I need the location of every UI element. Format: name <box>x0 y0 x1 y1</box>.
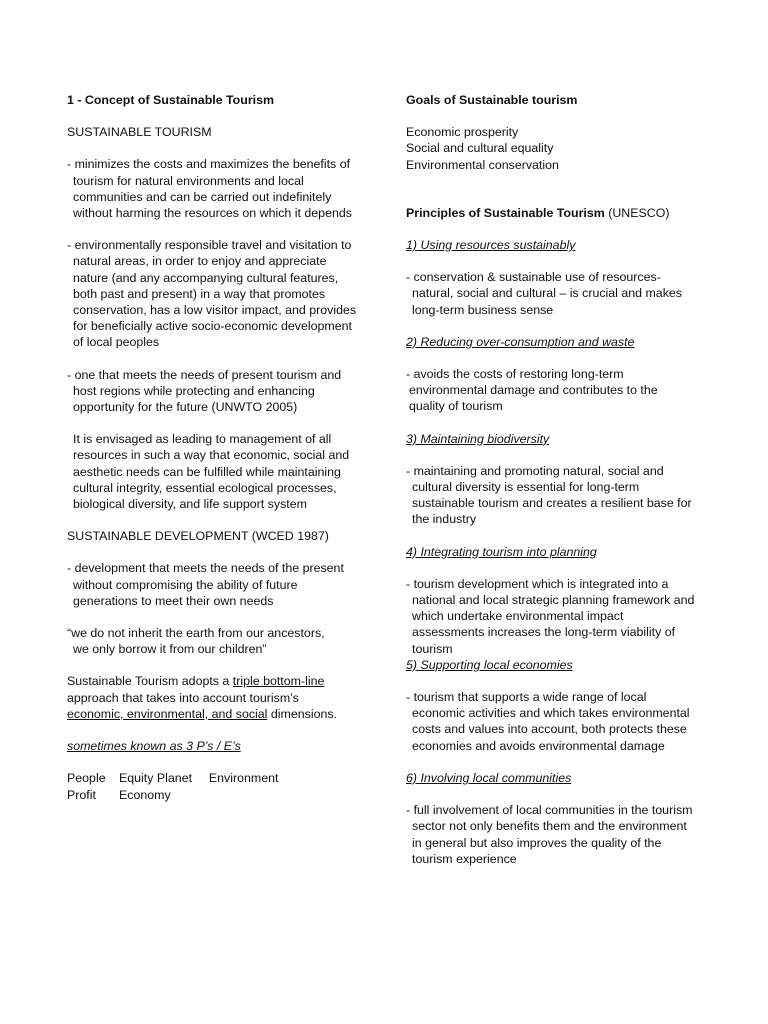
text-line: without harming the resources on which it depends <box>73 206 352 221</box>
quote <box>67 625 372 657</box>
principle-6 <box>406 770 706 867</box>
development-definition <box>67 560 372 609</box>
text-line: sector not only benefits them and the environment <box>412 819 687 834</box>
text-line: both past and present) in a way that promotes <box>73 286 326 301</box>
list-item <box>67 770 153 786</box>
list-item: Economic prosperity <box>406 125 519 140</box>
text-line: nature (and any accompanying cultural features, <box>73 270 339 285</box>
goals-title: Goals of Sustainable tourism <box>406 93 578 107</box>
text-line: tourism experience <box>412 851 517 866</box>
principle-5 <box>406 689 706 754</box>
text-line: - tourism development which is integrated into a <box>406 576 669 591</box>
principle-title: 6) Involving local communities <box>406 770 572 785</box>
principle-title: 2) Reducing over-consumption and waste <box>406 334 635 349</box>
text-line: opportunity for the future (UNWTO 2005) <box>73 400 298 415</box>
right-column <box>406 92 706 867</box>
list-item <box>67 787 171 803</box>
text-run: Sustainable Tourism adopts a <box>67 674 233 689</box>
principle-title: 1) Using resources sustainably <box>406 238 576 253</box>
principle-title: 5) Supporting local economies <box>406 657 573 672</box>
sustainable-tourism-title: SUSTAINABLE TOURISM <box>67 125 212 140</box>
principles-heading <box>406 205 706 221</box>
three-ps-list <box>67 770 372 802</box>
sustainable-development-title: SUSTAINABLE DEVELOPMENT (WCED 1987) <box>67 529 329 544</box>
definition-1 <box>67 156 372 221</box>
text-line: - tourism that supports a wide range of local <box>406 690 647 705</box>
text-line: - avoids the costs of restoring long-term <box>406 367 624 382</box>
envisaged-paragraph <box>67 431 372 512</box>
list-item: Environmental conservation <box>406 157 559 172</box>
text-line: aesthetic needs can be fulfilled while maintaining <box>73 464 341 479</box>
text-line: - maintaining and promoting natural, social and <box>406 463 664 478</box>
text-line: - one that meets the needs of present tourism and <box>67 367 342 382</box>
text-line: in general but also improves the quality of the <box>412 835 662 850</box>
text-line: of local peoples <box>73 335 160 350</box>
text-line: the industry <box>412 512 477 527</box>
text-line: for beneficially active socio-economic development <box>73 319 352 334</box>
text-line: without compromising the ability of future <box>73 577 298 592</box>
text-run: dimensions. <box>267 706 337 721</box>
principles-title: Principles of Sustainable Tourism <box>406 205 605 220</box>
p-term: People <box>67 771 106 786</box>
text-line: “we do not inherit the earth from our ancestors, <box>67 626 325 641</box>
text-line: tourism for natural environments and local <box>73 173 304 188</box>
text-line: cultural integrity, essential ecological processes, <box>73 480 337 495</box>
text-line: long-term business sense <box>412 302 554 317</box>
goals-list <box>406 124 706 173</box>
text-line: - conservation & sustainable use of resources- <box>406 270 661 285</box>
text-line: tourism <box>412 641 453 656</box>
e-term: Environment <box>208 771 279 786</box>
text-line: sustainable tourism and creates a resilient base for <box>412 496 692 511</box>
text-line: costs and values into account, both protects these <box>412 722 687 737</box>
left-column <box>67 92 372 803</box>
definition-2 <box>67 237 372 350</box>
triple-bottom-line-paragraph <box>67 673 372 722</box>
text-line: It is envisaged as leading to management of all <box>73 432 332 447</box>
e-term: Equity <box>119 771 154 786</box>
text-line: economic activities and which takes environmental <box>412 706 690 721</box>
principle-title: 3) Maintaining biodiversity <box>406 431 550 446</box>
triple-bottom-line-term: triple bottom-line <box>232 674 325 689</box>
e-term: Economy <box>119 787 171 802</box>
text-line: which undertake environmental impact <box>412 609 624 624</box>
text-line: resources in such a way that economic, social and <box>73 448 350 463</box>
principle-3 <box>406 431 706 528</box>
text-line: biological diversity, and life support system <box>73 497 307 512</box>
text-line: national and local strategic planning framework and <box>412 593 695 608</box>
principle-1 <box>406 237 706 318</box>
text-line: cultural diversity is essential for long-term <box>412 480 640 495</box>
text-line: approach that takes into account tourism’s <box>67 690 299 705</box>
principle-2 <box>406 334 706 415</box>
list-item: Social and cultural equality <box>406 141 554 156</box>
section-heading: 1 - Concept of Sustainable Tourism <box>67 93 274 107</box>
p-term: Profit <box>67 787 96 802</box>
text-line: conservation, has a low visitor impact, and provides <box>73 303 357 318</box>
principle-4 <box>406 544 706 657</box>
principle-title: 4) Integrating tourism into planning <box>406 544 597 559</box>
dimensions-term: economic, environmental, and social <box>67 706 268 721</box>
text-line: - full involvement of local communities in the tourism <box>406 803 693 818</box>
text-line: - environmentally responsible travel and visitation to <box>67 238 352 253</box>
text-line: environmental damage and contributes to the <box>409 383 658 398</box>
text-line: host regions while protecting and enhancing <box>73 383 315 398</box>
text-line: generations to meet their own needs <box>73 593 274 608</box>
known-as-note: sometimes known as 3 P’s / E’s <box>67 739 241 754</box>
text-line: natural, social and cultural – is crucial and makes <box>412 286 682 301</box>
text-line: - development that meets the needs of the present <box>67 561 344 576</box>
text-line: economies and avoids environmental damage <box>412 738 665 753</box>
list-item <box>157 770 279 786</box>
p-term: Planet <box>156 771 193 786</box>
text-line: assessments increases the long-term viability of <box>412 625 676 640</box>
definition-3 <box>67 367 372 416</box>
text-line: natural areas, in order to enjoy and appreciate <box>73 254 327 269</box>
principles-source: (UNESCO) <box>604 205 670 220</box>
text-line: - minimizes the costs and maximizes the benefits of <box>67 157 351 172</box>
text-line: we only borrow it from our children” <box>73 642 267 657</box>
text-line: quality of tourism <box>409 399 503 414</box>
text-line: communities and can be carried out indefinitely <box>73 189 332 204</box>
